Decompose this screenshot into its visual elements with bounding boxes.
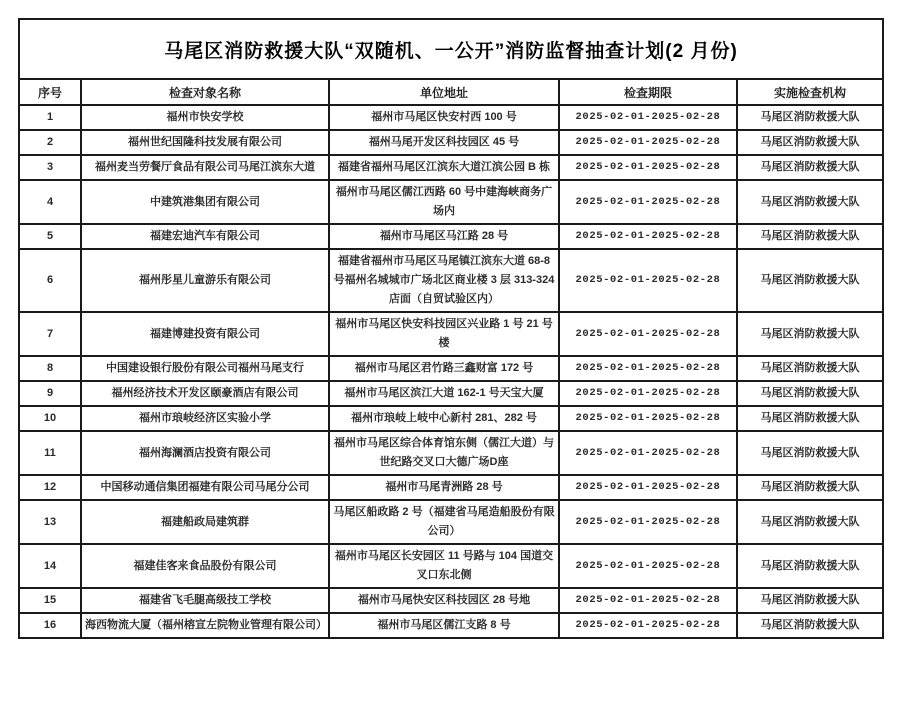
cell-no: 13 [19,500,81,544]
cell-name: 中建筑港集团有限公司 [81,180,329,224]
cell-no: 8 [19,356,81,381]
table-row [19,312,883,356]
cell-period: 2025-02-01-2025-02-28 [559,356,737,381]
cell-address: 福州市马尾区长安园区 11 号路与 104 国道交叉口东北侧 [329,544,559,588]
table-row [19,613,883,638]
cell-no: 16 [19,613,81,638]
cell-address: 福州马尾开发区科技园区 45 号 [329,130,559,155]
cell-name: 中国移动通信集团福建有限公司马尾分公司 [81,475,329,500]
cell-no: 4 [19,180,81,224]
cell-no: 9 [19,381,81,406]
cell-period: 2025-02-01-2025-02-28 [559,406,737,431]
cell-address: 福州市马尾青洲路 28 号 [329,475,559,500]
table-row [19,588,883,613]
cell-period: 2025-02-01-2025-02-28 [559,105,737,130]
cell-period: 2025-02-01-2025-02-28 [559,431,737,475]
cell-agency: 马尾区消防救援大队 [737,180,883,224]
cell-agency: 马尾区消防救援大队 [737,224,883,249]
cell-no: 6 [19,249,81,312]
cell-no: 1 [19,105,81,130]
cell-address: 福州市马尾区快安科技园区兴业路 1 号 21 号楼 [329,312,559,356]
cell-period: 2025-02-01-2025-02-28 [559,500,737,544]
cell-period: 2025-02-01-2025-02-28 [559,544,737,588]
cell-name: 福州世纪国隆科技发展有限公司 [81,130,329,155]
cell-address: 福州市马尾区综合体育馆东侧（儒江大道）与世纪路交叉口大德广场D座 [329,431,559,475]
cell-address: 福州市马尾区滨江大道 162-1 号天宝大厦 [329,381,559,406]
cell-period: 2025-02-01-2025-02-28 [559,180,737,224]
cell-agency: 马尾区消防救援大队 [737,249,883,312]
cell-no: 2 [19,130,81,155]
cell-agency: 马尾区消防救援大队 [737,431,883,475]
cell-no: 11 [19,431,81,475]
cell-address: 福州市马尾区儒江西路 60 号中建海峡商务广场内 [329,180,559,224]
cell-address: 福州市马尾区快安村西 100 号 [329,105,559,130]
cell-name: 海西物流大厦（福州榕宣左院物业管理有限公司） [81,613,329,638]
cell-agency: 马尾区消防救援大队 [737,356,883,381]
cell-period: 2025-02-01-2025-02-28 [559,130,737,155]
page-title: 马尾区消防救援大队“双随机、一公开”消防监督抽查计划(2 月份) [19,19,883,79]
table-row [19,475,883,500]
cell-address: 福建省福州马尾区江滨东大道江滨公园 B 栋 [329,155,559,180]
table-row [19,130,883,155]
cell-agency: 马尾区消防救援大队 [737,475,883,500]
cell-no: 7 [19,312,81,356]
cell-agency: 马尾区消防救援大队 [737,130,883,155]
column-header-no: 序号 [19,79,81,105]
cell-agency: 马尾区消防救援大队 [737,613,883,638]
cell-no: 3 [19,155,81,180]
cell-period: 2025-02-01-2025-02-28 [559,155,737,180]
cell-name: 福州彤星儿童游乐有限公司 [81,249,329,312]
cell-name: 福建宏迪汽车有限公司 [81,224,329,249]
column-header-agency: 实施检查机构 [737,79,883,105]
cell-name: 福建船政局建筑群 [81,500,329,544]
table-row [19,105,883,130]
cell-no: 14 [19,544,81,588]
cell-name: 福建省飞毛腿高级技工学校 [81,588,329,613]
cell-period: 2025-02-01-2025-02-28 [559,312,737,356]
cell-no: 12 [19,475,81,500]
cell-name: 福州市快安学校 [81,105,329,130]
cell-agency: 马尾区消防救援大队 [737,544,883,588]
cell-period: 2025-02-01-2025-02-28 [559,475,737,500]
table-row [19,406,883,431]
cell-address: 福州市马尾区儒江支路 8 号 [329,613,559,638]
cell-agency: 马尾区消防救援大队 [737,500,883,544]
cell-name: 福州海澜酒店投资有限公司 [81,431,329,475]
table-header-row [19,79,883,105]
table-row [19,224,883,249]
cell-agency: 马尾区消防救援大队 [737,312,883,356]
table-row [19,356,883,381]
column-header-name: 检查对象名称 [81,79,329,105]
cell-agency: 马尾区消防救援大队 [737,406,883,431]
cell-name: 福建博建投资有限公司 [81,312,329,356]
column-header-period: 检查期限 [559,79,737,105]
cell-name: 中国建设银行股份有限公司福州马尾支行 [81,356,329,381]
table-row [19,431,883,475]
cell-period: 2025-02-01-2025-02-28 [559,224,737,249]
column-header-address: 单位地址 [329,79,559,105]
table-row [19,544,883,588]
table-row [19,249,883,312]
cell-name: 福建佳客来食品股份有限公司 [81,544,329,588]
cell-address: 福建省福州市马尾区马尾镇江滨东大道 68-8 号福州名城城市广场北区商业楼 3 层 313-324 店面（自贸试验区内） [329,249,559,312]
cell-agency: 马尾区消防救援大队 [737,381,883,406]
cell-agency: 马尾区消防救援大队 [737,105,883,130]
cell-address: 马尾区船政路 2 号（福建省马尾造船股份有限公司） [329,500,559,544]
cell-address: 福州市马尾快安区科技园区 28 号地 [329,588,559,613]
cell-address: 福州市马尾区君竹路三鑫财富 172 号 [329,356,559,381]
cell-no: 5 [19,224,81,249]
inspection-plan-table [18,18,884,639]
table-row [19,155,883,180]
cell-name: 福州麦当劳餐厅食品有限公司马尾江滨东大道 [81,155,329,180]
cell-name: 福州市琅岐经济区实验小学 [81,406,329,431]
cell-no: 15 [19,588,81,613]
cell-agency: 马尾区消防救援大队 [737,155,883,180]
cell-agency: 马尾区消防救援大队 [737,588,883,613]
cell-no: 10 [19,406,81,431]
table-row [19,180,883,224]
table-row [19,381,883,406]
cell-period: 2025-02-01-2025-02-28 [559,249,737,312]
cell-period: 2025-02-01-2025-02-28 [559,588,737,613]
table-row [19,500,883,544]
cell-address: 福州市马尾区马江路 28 号 [329,224,559,249]
cell-name: 福州经济技术开发区颐豪酒店有限公司 [81,381,329,406]
cell-period: 2025-02-01-2025-02-28 [559,381,737,406]
title-row [19,19,883,79]
cell-address: 福州市琅岐上岐中心新村 281、282 号 [329,406,559,431]
cell-period: 2025-02-01-2025-02-28 [559,613,737,638]
